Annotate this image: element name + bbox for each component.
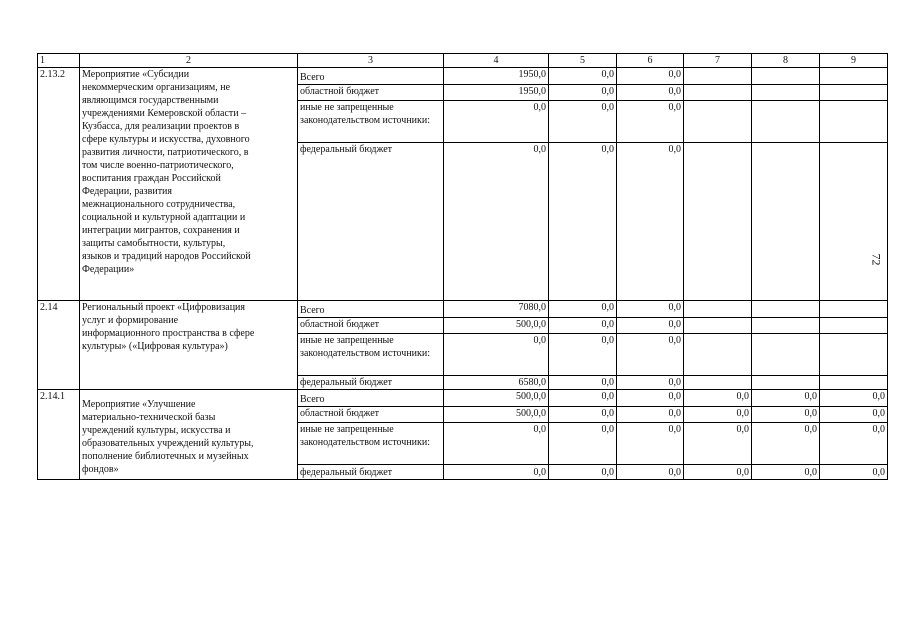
funding-source: областной бюджет <box>298 407 444 423</box>
funding-source: областной бюджет <box>298 85 444 101</box>
value-cell-8 <box>752 301 820 318</box>
value-cell-8 <box>752 68 820 85</box>
header-cell: 2 <box>80 54 298 68</box>
value-cell-4: 1950,0 <box>444 68 549 85</box>
header-cell: 8 <box>752 54 820 68</box>
header-cell: 6 <box>617 54 684 68</box>
funding-source: Всего <box>298 301 444 318</box>
value-cell-6: 0,0 <box>617 407 684 423</box>
value-cell-7: 0,0 <box>684 407 752 423</box>
value-cell-6: 0,0 <box>617 376 684 390</box>
value-cell-9 <box>820 334 888 376</box>
value-cell-5: 0,0 <box>549 143 617 301</box>
value-cell-7 <box>684 101 752 143</box>
value-cell-5: 0,0 <box>549 101 617 143</box>
value-cell-4: 7080,0 <box>444 301 549 318</box>
header-cell: 5 <box>549 54 617 68</box>
value-cell-7 <box>684 143 752 301</box>
value-cell-6: 0,0 <box>617 143 684 301</box>
value-cell-6: 0,0 <box>617 85 684 101</box>
value-cell-6: 0,0 <box>617 301 684 318</box>
value-cell-8 <box>752 318 820 334</box>
value-cell-9 <box>820 68 888 85</box>
value-cell-7 <box>684 85 752 101</box>
funding-source: Всего <box>298 68 444 85</box>
value-cell-5: 0,0 <box>549 318 617 334</box>
value-cell-9: 0,0 <box>820 407 888 423</box>
header-cell: 3 <box>298 54 444 68</box>
table-row <box>38 68 888 85</box>
value-cell-8: 0,0 <box>752 390 820 407</box>
value-cell-6: 0,0 <box>617 334 684 376</box>
value-cell-5: 0,0 <box>549 423 617 465</box>
funding-source: иные не запрещенные законодательством источники: <box>298 334 444 376</box>
value-cell-8: 0,0 <box>752 465 820 480</box>
section-code: 2.14.1 <box>38 390 80 480</box>
budget-table <box>37 53 888 480</box>
value-cell-7: 0,0 <box>684 465 752 480</box>
value-cell-6: 0,0 <box>617 423 684 465</box>
value-cell-5: 0,0 <box>549 407 617 423</box>
funding-source: Всего <box>298 390 444 407</box>
section-name: Мероприятие «Улучшение материально-технической базы учреждений культуры, искусства и образовательных учреждений культуры, пополнение библиотечных и музейных фондов» <box>80 390 298 480</box>
funding-source: федеральный бюджет <box>298 143 444 301</box>
value-cell-8 <box>752 101 820 143</box>
value-cell-9 <box>820 318 888 334</box>
value-cell-9 <box>820 143 888 301</box>
header-row <box>38 54 888 68</box>
value-cell-8: 0,0 <box>752 407 820 423</box>
value-cell-8 <box>752 143 820 301</box>
value-cell-6: 0,0 <box>617 465 684 480</box>
header-cell: 1 <box>38 54 80 68</box>
value-cell-7 <box>684 376 752 390</box>
value-cell-5: 0,0 <box>549 68 617 85</box>
value-cell-4: 0,0 <box>444 465 549 480</box>
page-number: 72 <box>869 253 884 266</box>
value-cell-5: 0,0 <box>549 376 617 390</box>
value-cell-4: 500,0,0 <box>444 318 549 334</box>
value-cell-6: 0,0 <box>617 390 684 407</box>
funding-source: иные не запрещенные законодательством источники: <box>298 423 444 465</box>
section-code: 2.14 <box>38 301 80 390</box>
value-cell-9: 0,0 <box>820 465 888 480</box>
value-cell-6: 0,0 <box>617 68 684 85</box>
funding-source: федеральный бюджет <box>298 465 444 480</box>
value-cell-4: 6580,0 <box>444 376 549 390</box>
value-cell-9 <box>820 85 888 101</box>
value-cell-5: 0,0 <box>549 85 617 101</box>
value-cell-6: 0,0 <box>617 318 684 334</box>
section-code: 2.13.2 <box>38 68 80 301</box>
header-cell: 4 <box>444 54 549 68</box>
value-cell-5: 0,0 <box>549 390 617 407</box>
value-cell-9: 0,0 <box>820 423 888 465</box>
value-cell-9 <box>820 301 888 318</box>
value-cell-9: 0,0 <box>820 390 888 407</box>
table-row <box>38 390 888 407</box>
section-name: Региональный проект «Цифровизация услуг и формирование информационного пространства в сфере культуры» («Цифровая культура») <box>80 301 298 390</box>
header-cell: 9 <box>820 54 888 68</box>
value-cell-4: 0,0 <box>444 423 549 465</box>
value-cell-5: 0,0 <box>549 334 617 376</box>
funding-source: иные не запрещенные законодательством источники: <box>298 101 444 143</box>
value-cell-7 <box>684 334 752 376</box>
value-cell-4: 0,0 <box>444 101 549 143</box>
table-row <box>38 301 888 318</box>
value-cell-7 <box>684 68 752 85</box>
value-cell-7: 0,0 <box>684 390 752 407</box>
value-cell-5: 0,0 <box>549 465 617 480</box>
value-cell-4: 0,0 <box>444 143 549 301</box>
value-cell-4: 500,0,0 <box>444 407 549 423</box>
header-cell: 7 <box>684 54 752 68</box>
value-cell-8 <box>752 85 820 101</box>
value-cell-7 <box>684 301 752 318</box>
value-cell-7 <box>684 318 752 334</box>
funding-source: областной бюджет <box>298 318 444 334</box>
section-name: Мероприятие «Субсидии некоммерческим организациям, не являющимся государственными учреждениями Кемеровской области – Кузбасса, для реализации проектов в сфере культуры и искусства, духовного развития личности, патриотического, в том числе военно-патриотического, воспитания граждан Российской Федерации, развития межнационального сотрудничества, социальной и культурной адаптации и интеграции мигрантов, сохранения и защиты самобытности, культуры, языков и традиций народов Российской Федерации» <box>80 68 298 301</box>
value-cell-6: 0,0 <box>617 101 684 143</box>
value-cell-5: 0,0 <box>549 301 617 318</box>
value-cell-7: 0,0 <box>684 423 752 465</box>
funding-source: федеральный бюджет <box>298 376 444 390</box>
value-cell-8: 0,0 <box>752 423 820 465</box>
value-cell-4: 0,0 <box>444 334 549 376</box>
value-cell-9 <box>820 101 888 143</box>
value-cell-4: 500,0,0 <box>444 390 549 407</box>
value-cell-9 <box>820 376 888 390</box>
value-cell-4: 1950,0 <box>444 85 549 101</box>
value-cell-8 <box>752 376 820 390</box>
value-cell-8 <box>752 334 820 376</box>
table-body <box>38 54 888 480</box>
